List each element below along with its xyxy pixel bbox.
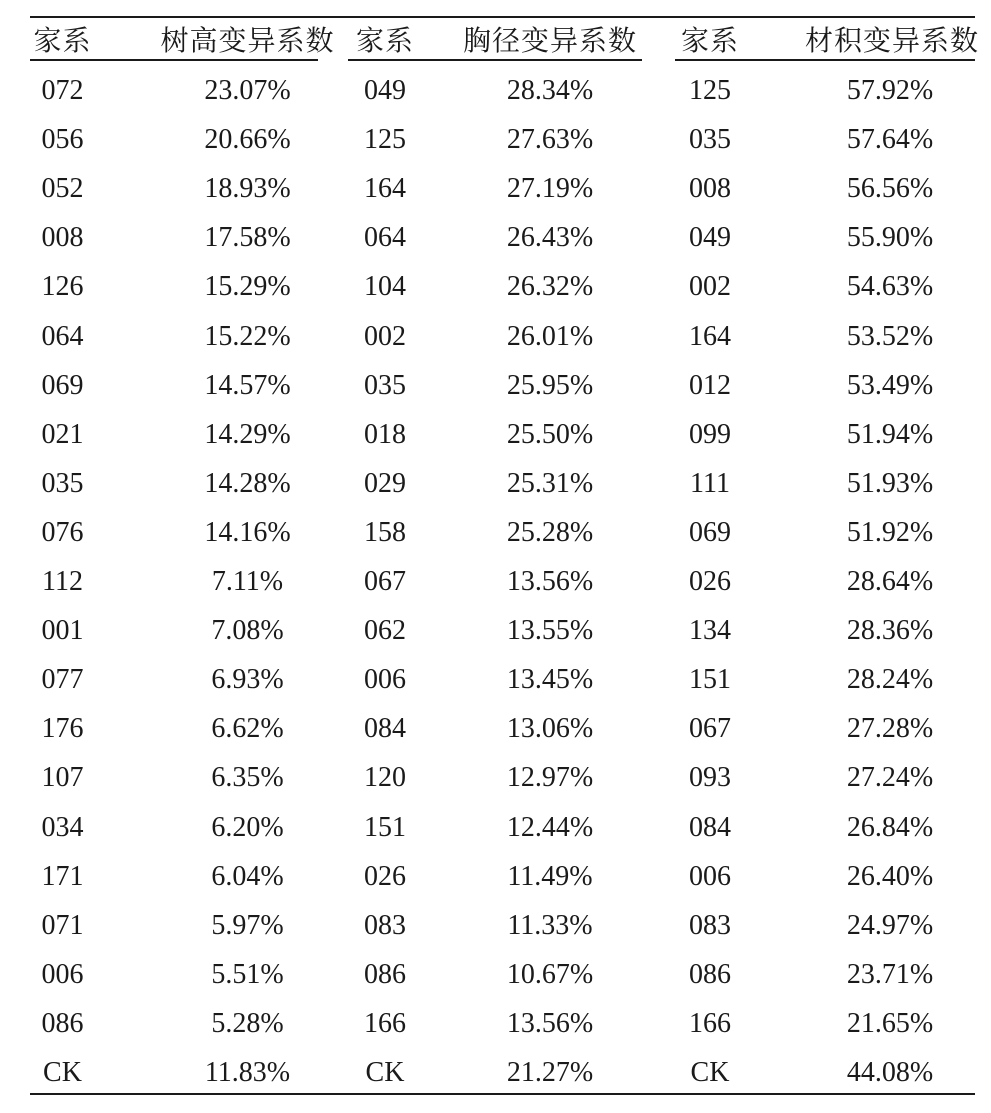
table-row	[30, 164, 975, 213]
table-row	[30, 1048, 975, 1097]
cell-volume-cv: 28.64%	[846, 566, 934, 597]
cell-family-2: 067	[364, 566, 406, 597]
cell-height-cv: 11.83%	[204, 1057, 291, 1088]
cell-dbh-cv: 11.33%	[507, 909, 593, 941]
cell-family-3: 084	[689, 811, 731, 843]
cell-family-3: 067	[689, 713, 731, 745]
cell-family-2: 064	[364, 222, 406, 254]
cell-family-1: 076	[41, 516, 84, 548]
cell-dbh-cv: 25.28%	[506, 516, 594, 548]
cell-family-1: 069	[41, 369, 84, 401]
table-header-row	[30, 22, 980, 60]
cell-family-2: 006	[364, 664, 406, 696]
cell-family-3: 008	[689, 173, 731, 205]
cell-height-cv: 15.29%	[204, 271, 291, 303]
cell-family-1: 077	[41, 664, 84, 696]
cell-volume-cv: 23.71%	[846, 958, 934, 990]
cell-dbh-cv: 13.55%	[506, 615, 594, 647]
cell-height-cv: 6.35%	[211, 762, 284, 794]
cell-volume-cv: 54.63%	[846, 271, 934, 303]
table-row	[30, 901, 975, 950]
cell-family-3: 086	[689, 958, 731, 990]
cell-volume-cv: 51.92%	[846, 516, 934, 548]
cell-dbh-cv: 28.34%	[506, 75, 594, 106]
header-underline-group-3	[675, 59, 975, 61]
cell-family-2: 049	[364, 75, 406, 106]
cell-dbh-cv: 25.50%	[506, 418, 594, 450]
cell-family-1: 056	[41, 124, 84, 156]
cell-height-cv: 14.57%	[204, 369, 291, 401]
cell-volume-cv: 26.84%	[846, 811, 934, 843]
table-row	[30, 459, 975, 508]
cell-family-1: 001	[41, 615, 84, 647]
cell-family-3: 151	[689, 664, 731, 696]
cell-dbh-cv: 27.63%	[506, 124, 594, 156]
header-height-cv: 树高变异系数	[160, 24, 335, 57]
cell-dbh-cv: 12.97%	[506, 762, 594, 794]
cell-volume-cv: 28.36%	[846, 615, 934, 647]
cell-volume-cv: 51.93%	[846, 467, 934, 499]
cell-height-cv: 14.16%	[204, 516, 291, 548]
cell-height-cv: 14.29%	[204, 418, 291, 450]
cell-family-1: CK	[43, 1057, 82, 1088]
cell-volume-cv: 26.40%	[846, 860, 934, 892]
cell-family-2: 083	[364, 909, 406, 941]
cell-dbh-cv: 21.27%	[506, 1057, 594, 1088]
cell-family-2: 086	[364, 958, 406, 990]
cell-family-3: 134	[689, 615, 731, 647]
cell-volume-cv: 44.08%	[846, 1057, 934, 1088]
cell-height-cv: 20.66%	[204, 124, 291, 156]
cell-volume-cv: 56.56%	[846, 173, 934, 205]
header-underline-group-2	[348, 59, 642, 61]
cell-family-3: 166	[689, 1007, 731, 1039]
cell-family-3: 069	[689, 516, 731, 548]
table-row	[30, 999, 975, 1048]
cell-dbh-cv: 10.67%	[506, 958, 594, 990]
header-dbh-cv: 胸径变异系数	[462, 24, 637, 57]
cell-family-2: 035	[364, 369, 406, 401]
table-row	[30, 508, 975, 557]
cell-volume-cv: 55.90%	[846, 222, 934, 254]
cell-family-3: 049	[689, 222, 731, 254]
cell-family-2: 062	[364, 615, 406, 647]
cell-height-cv: 5.28%	[211, 1007, 284, 1039]
cell-family-3: 099	[689, 418, 731, 450]
table-row	[30, 950, 975, 999]
cell-family-1: 112	[42, 566, 83, 597]
cell-family-1: 126	[41, 271, 84, 303]
cell-dbh-cv: 27.19%	[506, 173, 594, 205]
cell-height-cv: 15.22%	[204, 320, 291, 352]
cell-height-cv: 17.58%	[204, 222, 291, 254]
cell-dbh-cv: 26.43%	[506, 222, 594, 254]
cell-height-cv: 18.93%	[204, 173, 291, 205]
table-top-rule	[30, 16, 975, 18]
table-row	[30, 606, 975, 655]
cell-family-1: 072	[41, 75, 84, 106]
table-bottom-rule	[30, 1093, 975, 1095]
cell-family-3: 002	[689, 271, 731, 303]
cell-height-cv: 6.20%	[211, 811, 284, 843]
table-row	[30, 655, 975, 704]
cell-family-2: 151	[364, 811, 406, 843]
header-volume-cv: 材积变异系数	[805, 24, 980, 57]
cell-family-1: 052	[41, 173, 84, 205]
cell-volume-cv: 28.24%	[846, 664, 934, 696]
cell-family-1: 176	[41, 713, 84, 745]
cell-family-2: 104	[364, 271, 406, 303]
cell-volume-cv: 53.52%	[846, 320, 934, 352]
cell-family-2: 125	[364, 124, 406, 156]
cell-height-cv: 14.28%	[204, 467, 291, 499]
cell-dbh-cv: 25.31%	[506, 467, 594, 499]
cell-family-1: 086	[41, 1007, 84, 1039]
cell-height-cv: 6.04%	[211, 860, 284, 892]
header-family-2: 家系	[355, 24, 414, 57]
cell-family-3: 164	[689, 320, 731, 352]
cell-family-3: 083	[689, 909, 731, 941]
cell-family-2: CK	[365, 1057, 405, 1088]
cell-family-2: 120	[364, 762, 406, 794]
cell-volume-cv: 21.65%	[846, 1007, 934, 1039]
cell-family-1: 107	[41, 762, 84, 794]
table-row	[30, 704, 975, 753]
cell-family-1: 021	[41, 418, 84, 450]
table-row	[30, 361, 975, 410]
cell-dbh-cv: 11.49%	[507, 860, 593, 892]
cell-family-2: 166	[364, 1007, 406, 1039]
cell-dbh-cv: 13.45%	[506, 664, 594, 696]
cell-family-2: 002	[364, 320, 406, 352]
cell-height-cv: 7.08%	[211, 615, 284, 647]
table-row	[30, 312, 975, 361]
cell-family-2: 029	[364, 467, 406, 499]
cell-dbh-cv: 12.44%	[506, 811, 594, 843]
cell-dbh-cv: 13.06%	[506, 713, 594, 745]
cell-volume-cv: 57.64%	[846, 124, 934, 156]
cell-dbh-cv: 26.01%	[506, 320, 594, 352]
cell-height-cv: 6.62%	[211, 713, 284, 745]
cell-family-3: 035	[689, 124, 731, 156]
cell-family-2: 164	[364, 173, 406, 205]
cell-family-2: 084	[364, 713, 406, 745]
cell-family-3: 093	[689, 762, 731, 794]
cell-family-3: 111	[690, 467, 730, 499]
table-row	[30, 213, 975, 262]
cell-volume-cv: 27.24%	[846, 762, 934, 794]
cell-height-cv: 7.11%	[211, 566, 284, 597]
cell-family-2: 158	[364, 516, 406, 548]
header-family-3: 家系	[680, 24, 739, 57]
cell-volume-cv: 27.28%	[846, 713, 934, 745]
cell-height-cv: 6.93%	[211, 664, 284, 696]
cell-volume-cv: 51.94%	[846, 418, 934, 450]
header-family-1: 家系	[33, 24, 92, 57]
cell-dbh-cv: 25.95%	[506, 369, 594, 401]
cell-family-1: 064	[41, 320, 84, 352]
table-row	[30, 115, 975, 164]
table-row	[30, 66, 975, 115]
header-underline-group-1	[30, 59, 318, 61]
cell-volume-cv: 24.97%	[846, 909, 934, 941]
cell-volume-cv: 53.49%	[846, 369, 934, 401]
table-row	[30, 803, 975, 852]
cell-family-1: 006	[41, 958, 84, 990]
cell-family-2: 026	[364, 860, 406, 892]
table-row	[30, 262, 975, 311]
cell-family-3: 012	[689, 369, 731, 401]
table-row	[30, 753, 975, 802]
cell-family-3: CK	[690, 1057, 730, 1088]
cell-family-1: 171	[41, 860, 84, 892]
cell-dbh-cv: 13.56%	[506, 1007, 594, 1039]
table-row	[30, 852, 975, 901]
cell-family-1: 035	[41, 467, 84, 499]
cell-dbh-cv: 26.32%	[506, 271, 594, 303]
table-row	[30, 557, 975, 606]
cell-volume-cv: 57.92%	[846, 75, 934, 106]
cell-family-3: 006	[689, 860, 731, 892]
cell-height-cv: 5.97%	[211, 909, 284, 941]
cell-family-1: 034	[41, 811, 84, 843]
cell-family-3: 125	[689, 75, 731, 106]
cell-family-3: 026	[689, 566, 731, 597]
cell-family-1: 071	[41, 909, 84, 941]
cell-height-cv: 5.51%	[211, 958, 284, 990]
cell-height-cv: 23.07%	[204, 75, 291, 106]
cell-family-2: 018	[364, 418, 406, 450]
table-row	[30, 410, 975, 459]
cell-family-1: 008	[41, 222, 84, 254]
cell-dbh-cv: 13.56%	[506, 566, 594, 597]
